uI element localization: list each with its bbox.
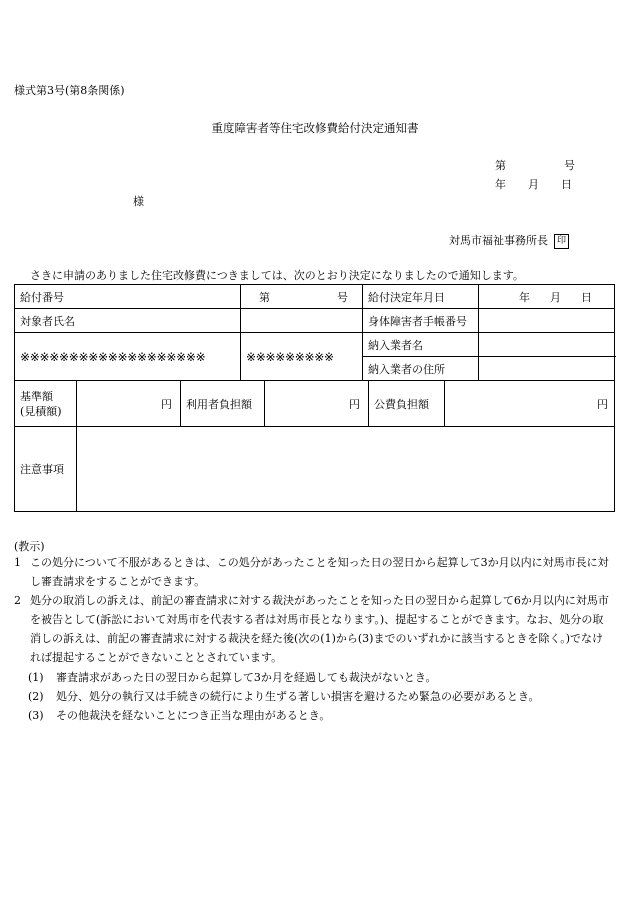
number-suffix: 号: [337, 290, 348, 304]
item-number: 1: [14, 556, 21, 569]
payment-number-label: 給付番号: [15, 285, 241, 308]
instructions-heading: (教示): [14, 540, 45, 553]
date-day: 日: [581, 290, 592, 304]
public-burden-label: 公費負担額: [369, 381, 445, 426]
date-year: 年: [495, 178, 506, 191]
table-row: [15, 309, 614, 333]
yen-unit: 円: [349, 397, 360, 411]
sub-item-number: (2): [28, 690, 44, 703]
instruction-item-1: [14, 553, 614, 591]
date-month: 月: [550, 290, 561, 304]
yen-unit: 円: [161, 397, 172, 411]
user-burden-label: 利用者負担額: [181, 381, 265, 426]
notes-label: 注意事項: [15, 427, 77, 511]
contractor-address-value: [479, 357, 616, 381]
date-day: 日: [561, 178, 572, 191]
sub-item-text: その他裁決を経ないことにつき正当な理由があるとき。: [56, 709, 331, 722]
date-month: 月: [528, 178, 539, 191]
standard-amount-value: [77, 381, 181, 426]
table-row: [15, 333, 614, 381]
handbook-number-value: [479, 309, 616, 332]
user-burden-value: [265, 381, 369, 426]
instruction-item-2: [14, 591, 614, 667]
table-row: [15, 285, 614, 309]
contractor-address-label: 納入業者の住所: [363, 357, 479, 381]
instruction-sub-item-2: [28, 688, 540, 704]
intro-text: さきに申請のありました住宅改修費につきましては、次のとおり決定になりましたので通知します。: [30, 269, 524, 282]
name-value: [241, 309, 363, 332]
public-burden-value: [445, 381, 616, 426]
sub-item-number: (1): [28, 671, 44, 684]
instruction-sub-item-3: [28, 707, 330, 723]
contractor-name-value: [479, 333, 616, 356]
yen-unit: 円: [597, 397, 608, 411]
number-prefix: 第: [495, 159, 506, 172]
standard-amount-label-2: (見積額): [20, 404, 62, 418]
notice-date: [495, 176, 572, 192]
masked-name: ※※※※※※※※※※※※※※※※※※※: [15, 333, 241, 380]
sub-item-number: (3): [28, 709, 44, 722]
issuer: [449, 232, 569, 249]
form-number: 様式第3号(第8条関係): [14, 84, 125, 97]
sub-item-text: 処分、処分の執行又は手続きの続行により生ずる著しい損害を避けるため緊急の必要があるとき。: [56, 690, 540, 703]
item-number: 2: [14, 594, 21, 607]
contractor-name-label: 納入業者名: [363, 333, 479, 356]
table-row: [15, 381, 614, 427]
document-title: 重度障害者等住宅改修費給付決定通知書: [211, 121, 419, 135]
item-text: 処分の取消しの訴えは、前記の審査請求に対する裁決があったことを知った日の翌日から起算して6か月以内に対馬市を被告として(訴訟において対馬市を代表する者は対馬市長となります。)、提起することができます。なお、処分の取消しの訴えは、前記の審査請求に対する裁決を経た後(次の(1)から(3)までのいずれかに該当するときを除く。)でなければ提起することができないこととされています。: [30, 594, 609, 664]
payment-number-cell: [241, 285, 363, 308]
number-prefix: 第: [259, 290, 270, 304]
item-text: この処分について不服があるときは、この処分があったことを知った日の翌日から起算して3か月以内に対馬市長に対し審査請求をすることができます。: [30, 556, 609, 588]
number-suffix: 号: [564, 159, 575, 172]
notes-value: [77, 427, 616, 511]
notice-number: [495, 157, 575, 173]
table-row: [15, 427, 614, 511]
issuer-name: 対馬市福祉事務所長: [449, 234, 548, 247]
name-label: 対象者氏名: [15, 309, 241, 332]
standard-amount-label: [15, 381, 77, 426]
masked-number: ※※※※※※※※※: [241, 333, 363, 380]
handbook-number-label: 身体障害者手帳番号: [363, 309, 479, 332]
standard-amount-label-1: 基準額: [20, 389, 53, 403]
seal-stamp: 印: [554, 234, 569, 249]
date-year: 年: [519, 290, 530, 304]
recipient-honorific: 様: [133, 195, 144, 208]
decision-date-label: 給付決定年月日: [363, 285, 479, 308]
sub-item-text: 審査請求があった日の翌日から起算して3か月を経過しても裁決がないとき。: [56, 671, 437, 684]
instruction-sub-item-1: [28, 669, 436, 685]
decision-table: [14, 284, 615, 512]
decision-date-cell: [479, 285, 616, 308]
